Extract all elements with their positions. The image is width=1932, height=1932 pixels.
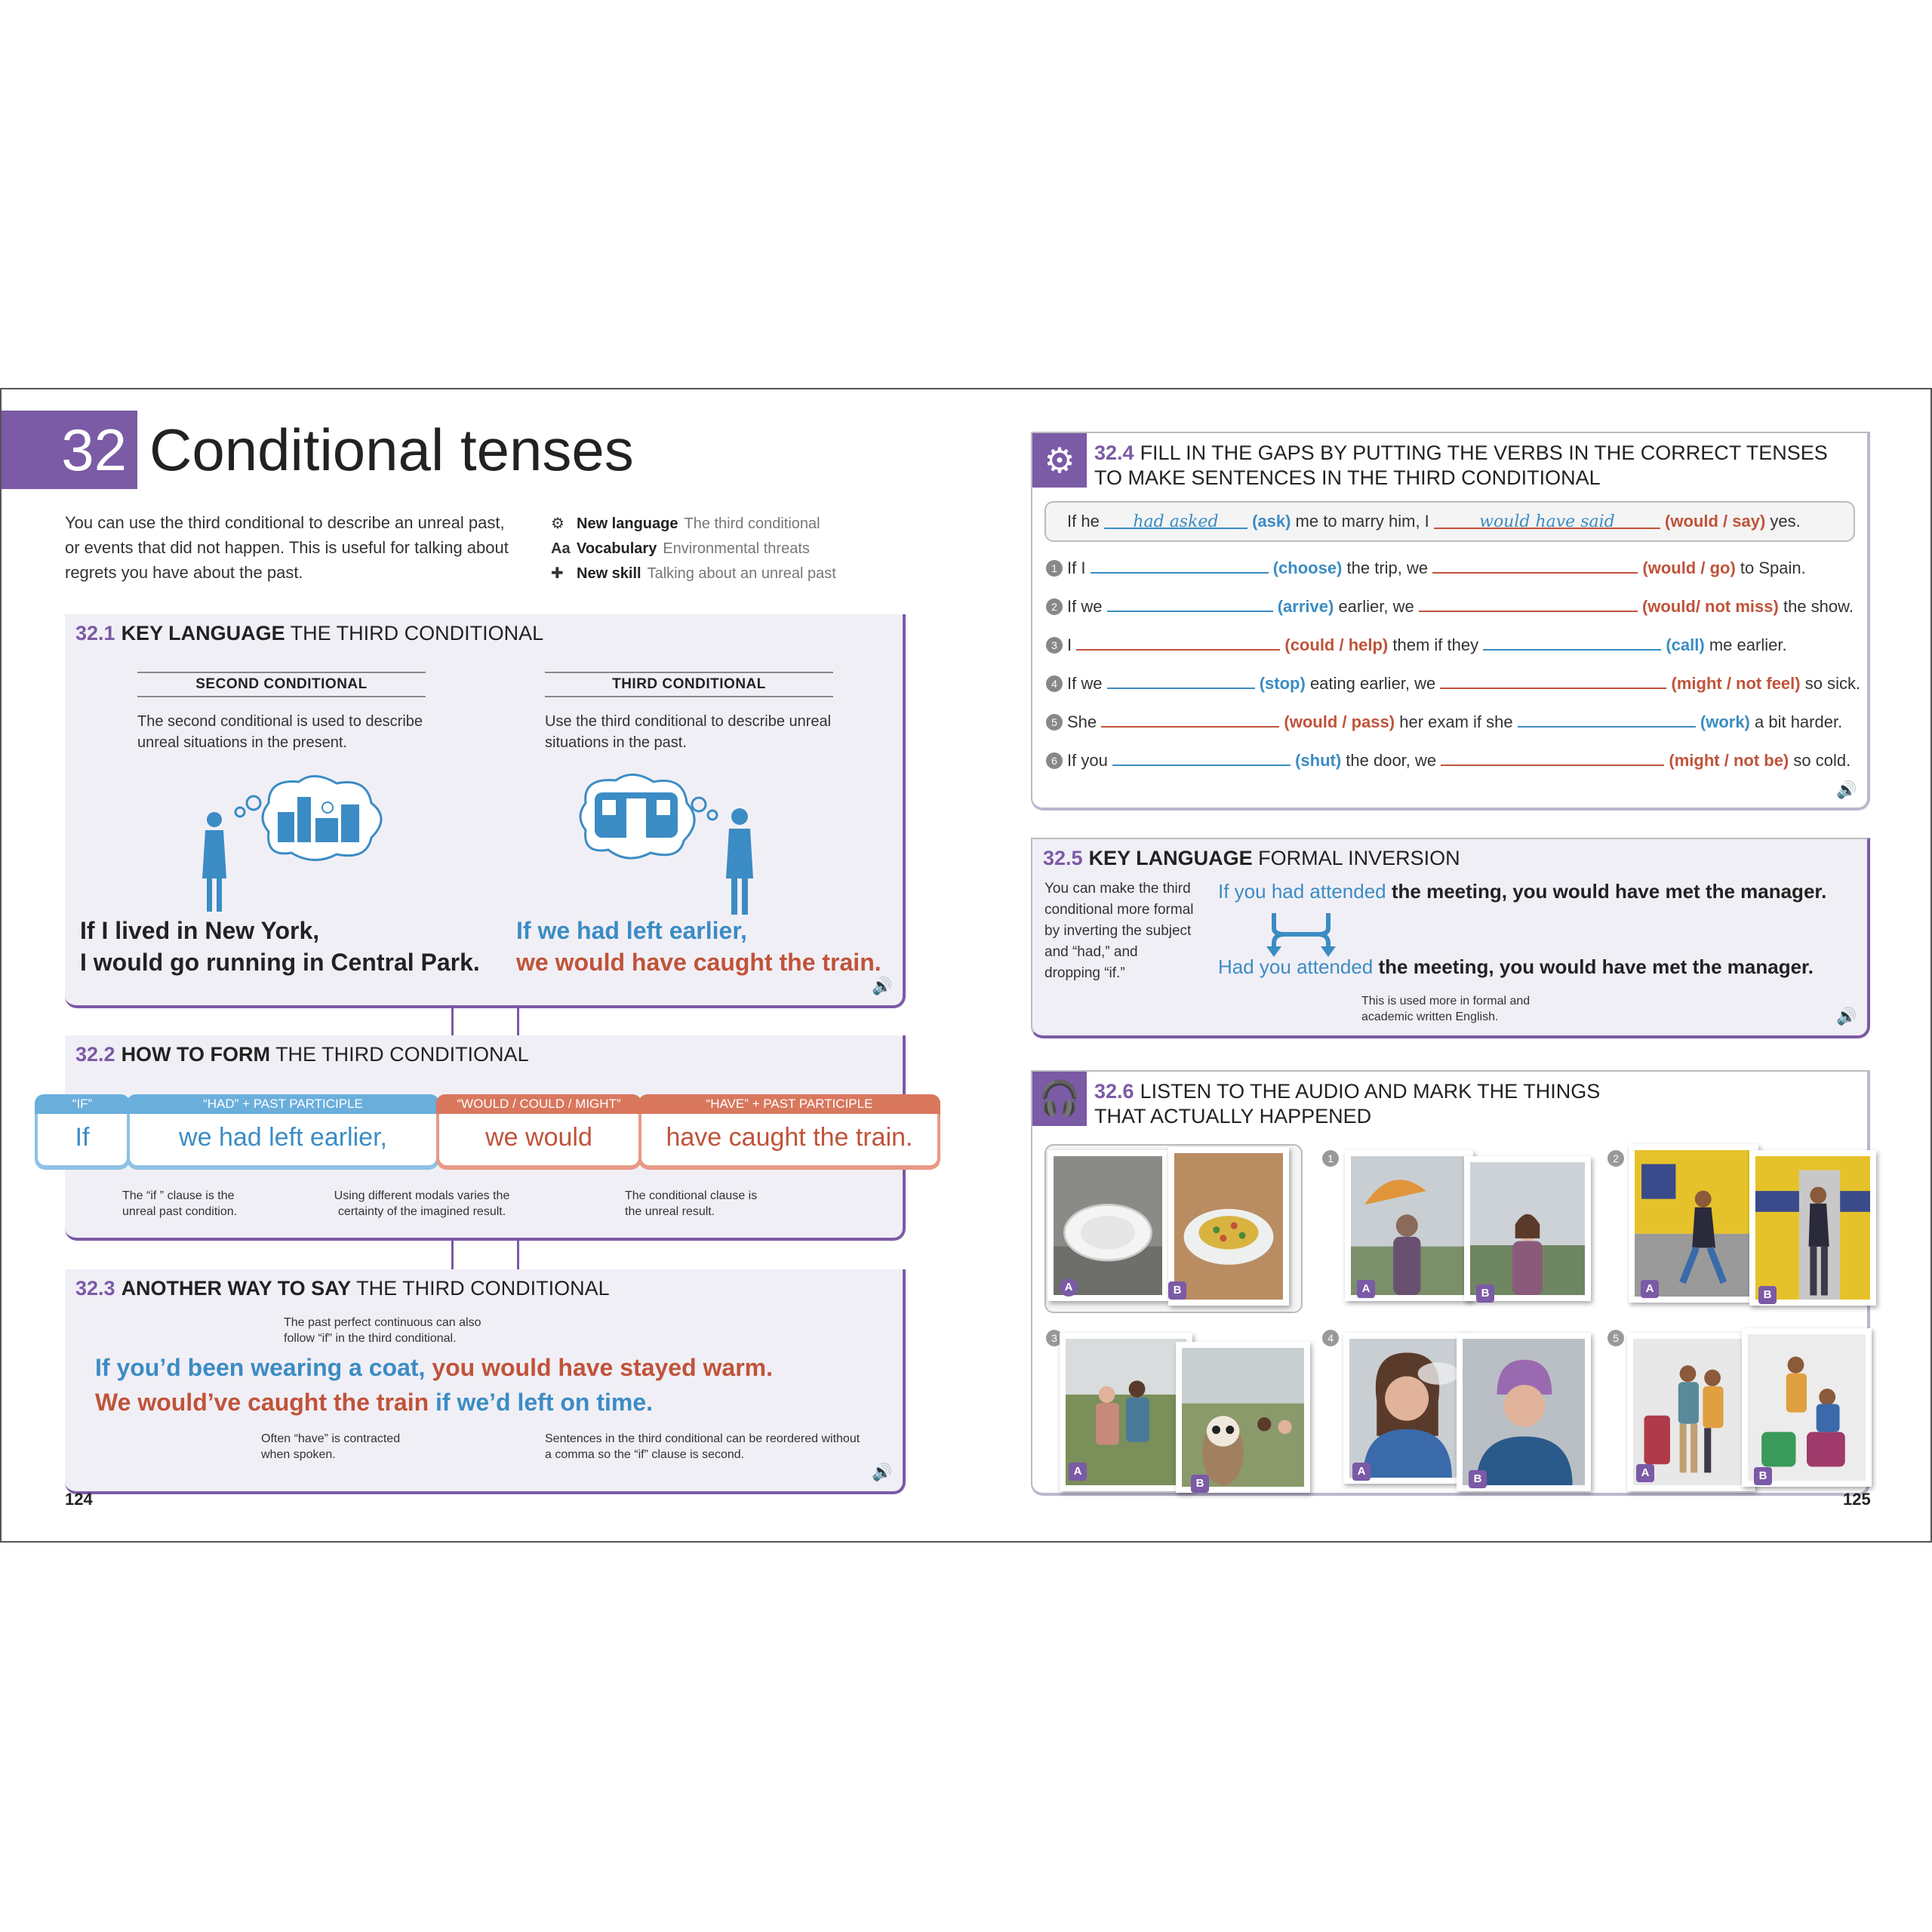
option-b-badge[interactable]: B	[1758, 1286, 1777, 1304]
third-conditional-desc: Use the third conditional to describe unreal situations in the past.	[545, 713, 832, 751]
inversion-sentence-2: Had you attended the meeting, you would have met the manager.	[1218, 955, 1814, 978]
answer-input[interactable]	[1419, 595, 1638, 612]
example-sentence: If he had asked (ask) me to marry him, I would have said (would / say) yes.	[1067, 512, 1801, 531]
photo-umbrella-rain	[1345, 1150, 1473, 1301]
note-past-perfect-continuous: The past perfect continuous can also follow “if” in the third conditional.	[284, 1316, 481, 1345]
option-a-badge[interactable]: A	[1069, 1463, 1087, 1481]
note-if-clause: The “if ” clause is the unreal past condition.	[122, 1189, 238, 1218]
inversion-sentence-1: If you had attended the meeting, you would have met the manager.	[1218, 880, 1827, 903]
gears-icon: ⚙	[1032, 433, 1087, 488]
third-conditional-illustration	[578, 773, 820, 924]
example-answer-2: would have said	[1434, 512, 1660, 529]
book-spread	[0, 388, 1932, 1543]
have-past-participle-piece: “HAVE” + PAST PARTICIPLE have caught the train.	[638, 1094, 940, 1170]
section-title: 32.3 ANOTHER WAY TO SAY THE THIRD CONDITIONAL	[75, 1277, 610, 1300]
answer-input[interactable]	[1440, 672, 1666, 689]
option-b-badge[interactable]: B	[1191, 1475, 1209, 1493]
intro-text: You can use the third conditional to describe an unreal past, or events that did not happen. This is useful for talking about regrets you have about the past.	[65, 513, 509, 582]
answer-input[interactable]	[1107, 595, 1273, 612]
answer-input[interactable]	[1518, 711, 1696, 728]
panel-connector	[451, 1008, 519, 1038]
exercise-item: 1 If I (choose) the trip, we (would / go) to Spain.	[1046, 557, 1806, 578]
swap-arrows-icon	[1263, 909, 1339, 957]
headphones-icon: 🎧	[1032, 1072, 1087, 1126]
section-32-1	[65, 614, 906, 1008]
section-32-6	[1031, 1070, 1870, 1496]
option-b-badge[interactable]: B	[1168, 1281, 1186, 1300]
page-number-right: 125	[1843, 1490, 1871, 1509]
note-conditional-clause: The conditional clause is the unreal result.	[625, 1189, 758, 1218]
exercise-item: 6 If you (shut) the door, we (might / not be) so cold.	[1046, 749, 1850, 771]
meta-row: Aa Vocabulary Environmental threats	[551, 537, 836, 561]
chapter-meta	[551, 512, 836, 586]
audio-icon[interactable]: 🔊	[872, 977, 893, 995]
photo-man-running-to-train	[1629, 1144, 1758, 1303]
second-conditional-example: If I lived in New York, I would go running in Central Park.	[80, 917, 480, 976]
item-number: 1	[1322, 1150, 1339, 1167]
gears-icon: ⚙	[551, 515, 565, 532]
second-conditional-desc: The second conditional is used to describe unreal situations in the present.	[137, 713, 423, 751]
example-sentence-2: We would’ve caught the train if we’d left on time.	[95, 1389, 654, 1416]
exercise-item: 2 If we (arrive) earlier, we (would/ not miss) the show.	[1046, 595, 1854, 617]
answer-input[interactable]	[1091, 557, 1269, 574]
answer-input[interactable]	[1107, 672, 1255, 689]
item-number: 3	[1046, 1330, 1063, 1346]
option-a-badge[interactable]: A	[1636, 1464, 1654, 1482]
second-conditional-illustration	[193, 773, 435, 924]
option-a-badge[interactable]: A	[1060, 1278, 1078, 1297]
if-piece: “IF” If	[35, 1094, 130, 1170]
audio-icon[interactable]: 🔊	[1836, 780, 1857, 799]
note-reordered: Sentences in the third conditional can be reordered without a comma so the “if” clause is second.	[545, 1432, 860, 1461]
answer-input[interactable]	[1483, 634, 1661, 651]
exercise-item: 4 If we (stop) eating earlier, we (might / not feel) so sick.	[1046, 672, 1860, 694]
modal-piece: “WOULD / COULD / MIGHT” we would	[436, 1094, 641, 1170]
puzzle-icon: ✚	[551, 565, 564, 582]
exercise-item: 3 I (could / help) them if they (call) me earlier.	[1046, 634, 1787, 655]
option-a-badge[interactable]: A	[1357, 1280, 1375, 1298]
note-formal: This is used more in formal and academic written English.	[1361, 995, 1531, 1023]
third-conditional-title: THIRD CONDITIONAL	[545, 672, 833, 697]
item-number: 2	[1607, 1150, 1624, 1167]
item-number: 4	[1322, 1330, 1339, 1346]
audio-icon[interactable]: 🔊	[1836, 1007, 1857, 1026]
answer-input[interactable]	[1076, 634, 1280, 651]
answer-input[interactable]	[1432, 557, 1638, 574]
had-past-participle-piece: “HAD” + PAST PARTICIPLE we had left earlier,	[127, 1094, 439, 1170]
section-32-5	[1031, 838, 1870, 1038]
formal-inversion-desc: You can make the third conditional more formal by inverting the subject and “had,” and dropping “if.”	[1044, 881, 1194, 981]
section-32-4	[1031, 432, 1870, 811]
panel-connector	[451, 1241, 519, 1272]
section-title: 32.2 HOW TO FORM THE THIRD CONDITIONAL	[75, 1043, 529, 1066]
photo-couple-with-bags	[1742, 1328, 1872, 1487]
photo-owl-and-people	[1176, 1342, 1310, 1493]
page-number-left: 124	[65, 1490, 93, 1509]
formation-strip	[35, 1094, 940, 1177]
photo-woman-in-hat	[1457, 1333, 1591, 1491]
answer-input[interactable]	[1101, 711, 1279, 728]
option-b-badge[interactable]: B	[1469, 1470, 1487, 1488]
photo-plate-of-food	[1168, 1147, 1289, 1306]
option-b-badge[interactable]: B	[1754, 1467, 1772, 1485]
chapter-title: Conditional tenses	[149, 417, 634, 483]
audio-icon[interactable]: 🔊	[872, 1463, 893, 1481]
exercise-item: 5 She (would / pass) her exam if she (work) a bit harder.	[1046, 711, 1842, 732]
section-32-3	[65, 1269, 906, 1494]
section-title: 32.5 KEY LANGUAGE FORMAL INVERSION	[1043, 847, 1460, 869]
item-number: 5	[1607, 1330, 1624, 1346]
option-a-badge[interactable]: A	[1352, 1463, 1371, 1481]
photo-man-boarding-train	[1749, 1150, 1876, 1306]
option-a-badge[interactable]: A	[1641, 1280, 1659, 1298]
photo-woman-in-rain	[1464, 1156, 1591, 1301]
note-contracted: Often “have” is contracted when spoken.	[261, 1432, 401, 1461]
answer-input[interactable]	[1112, 749, 1291, 766]
note-modals: Using different modals varies the certainty of the imagined result.	[334, 1189, 510, 1218]
second-conditional-title: SECOND CONDITIONAL	[137, 672, 426, 697]
answer-input[interactable]	[1441, 749, 1664, 766]
meta-row: ⚙ New language The third conditional	[551, 512, 836, 537]
meta-row: ✚ New skill Talking about an unreal past	[551, 561, 836, 586]
example-sentence-1: If you’d been wearing a coat, you would have stayed warm.	[95, 1354, 773, 1381]
option-b-badge[interactable]: B	[1476, 1284, 1494, 1303]
third-conditional-example: If we had left earlier, we would have caught the train.	[516, 917, 881, 976]
section-title: 32.4 FILL IN THE GAPS BY PUTTING THE VERBS IN THE CORRECT TENSES TO MAKE SENTENCES IN THE THIRD CONDITIONAL	[1094, 441, 1828, 489]
photo-woman-coughing-smoke	[1343, 1333, 1472, 1484]
section-title: 32.1 KEY LANGUAGE THE THIRD CONDITIONAL	[75, 622, 544, 645]
chapter-number: 32	[2, 411, 137, 489]
example-answer-1: had asked	[1104, 512, 1247, 529]
aa-icon: Aa	[551, 540, 571, 557]
section-title: 32.6 LISTEN TO THE AUDIO AND MARK THE THINGS THAT ACTUALLY HAPPENED	[1094, 1080, 1601, 1128]
